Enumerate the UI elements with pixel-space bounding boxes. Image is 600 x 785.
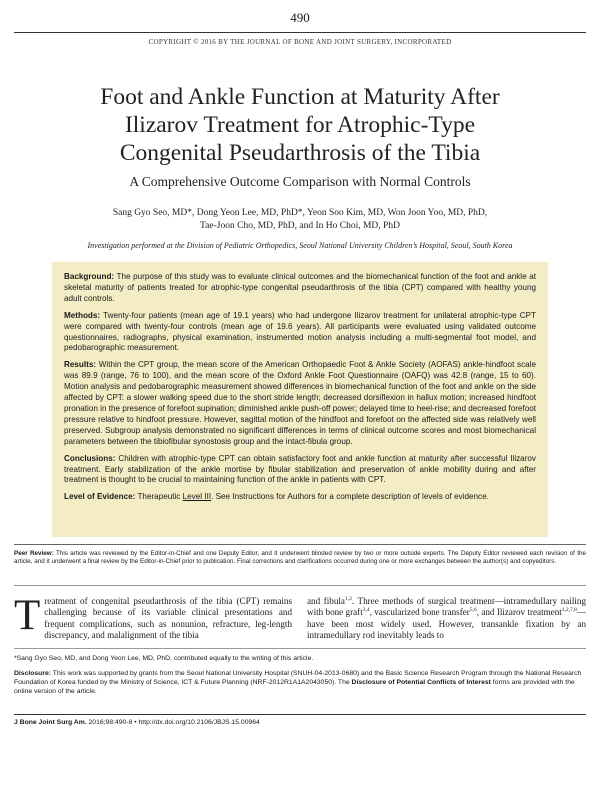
header-rule — [14, 32, 586, 33]
results-text: Within the CPT group, the mean score of the American Orthopaedic Foot & Ankle Society (AOFAS) ankle-hindfoot scale was 89.9 (range, 76 to 100), and the mean score of the Oxford Ankle Foot Questionnaire (OAFQ) was 42.8 (range, 15 to 60). Motion analysis and pedobarographic measurement showed differences in biomechanical function of the foot and ankle on the side affected by CPT: a slower walking speed due to the short stride length; decreased dorsiflexion in hallux motion; increased hindfoot pronation in the presence of forefoot supination; diminished ankle push-off power; delayed time to heel-rise; and decreased forefoot pressure relative to hindfoot pressure. However, sagittal motion of the hindfoot and forefoot on the affected side was relatively well preserved. Subgroup analysis demonstrated no significant differences in terms of clinical outcome scores and most biomechanical parameters between the tibiofibular synostosis group and the intact-fibula group. — [64, 360, 536, 446]
peer-review-heading: Peer Review: — [14, 550, 54, 557]
article-title — [40, 83, 560, 167]
journal-abbrev: J Bone Joint Surg Am. — [14, 719, 87, 726]
equal-contribution-note: *Sang Gyo Seo, MD, and Dong Yeon Lee, MD, PhD, contributed equally to the writing of this article. — [14, 655, 314, 662]
disclosure-text: This work was supported by grants from the Seoul National University Hospital (SNUH-04-2013-0680) and the Basic Science Research Program through the National Research Foundation of Korea funded by the Ministry of Science, ICT & Future Planning (NRF-2012R1A1A2043050). The — [14, 670, 582, 686]
results-heading: Results: — [64, 360, 97, 370]
body-column-right — [307, 596, 586, 641]
abstract-divider — [14, 544, 586, 545]
drop-cap: T — [14, 592, 41, 639]
loe-suffix: . See Instructions for Authors for a complete description of levels of evidence. — [211, 492, 489, 502]
body-right-text-d: , and Ilizarov treatment — [476, 607, 562, 618]
abstract-level-of-evidence — [64, 492, 536, 503]
body-right-text-b: . Three methods of surgical treatment—intramedullary nailing with bone graft — [307, 596, 586, 618]
abstract-methods — [64, 311, 536, 355]
body-column-left — [14, 592, 292, 641]
author-list — [80, 207, 520, 233]
abstract-background — [64, 272, 536, 305]
peer-review-text: This article was reviewed by the Editor-in-Chief and one Deputy Editor, and it underwent blinded review by two or more outside experts. The Deputy Editor reviewed each revision of the article, and it underwent a final review by the Editor-in-Chief prior to publication. Final corrections and clarifications occurred during one or more exchanges between the author(s) and copyeditors. — [14, 550, 586, 565]
loe-prefix: Therapeutic — [137, 492, 181, 502]
methods-text: Twenty-four patients (mean age of 19.1 years) who had undergone Ilizarov treatment for unilateral atrophic-type CPT were compared with twenty-four controls (mean age of 19.6 years). All participants were evaluated using validated outcome questionnaires, radiographs, physical examination, instrumented motion analysis including a multi-segmental foot model, and pedobarographic measurement. — [64, 310, 536, 353]
body-right-text-a: and fibula — [307, 596, 345, 606]
peer-review-divider — [14, 585, 586, 586]
body-right-text-e: —have been most widely used. However, transankle fixation by an intramedullary rod inevitably leads to — [307, 607, 586, 640]
authors-line-1: Sang Gyo Seo, MD*, Dong Yeon Lee, MD, PhD*, Yeon Soo Kim, MD, Won Joon Yoo, MD, PhD, — [112, 208, 488, 218]
footnote-divider — [14, 648, 586, 649]
background-text: The purpose of this study was to evaluate clinical outcomes and the biomechanical function of the foot and ankle at skeletal maturity of patients treated for atrophic-type congenital pseudarthrosis of the tibia (CPT) compared with healthy young adult controls. — [64, 272, 536, 303]
abstract-box — [52, 262, 548, 537]
citation-line — [14, 719, 586, 726]
title-line-2: Ilizarov Treatment for Atrophic-Type — [124, 112, 476, 138]
level-iii-link[interactable]: Level III — [182, 492, 212, 502]
coi-forms-label: Disclosure of Potential Conflicts of Interest — [351, 679, 491, 686]
authors-line-2: Tae-Joon Cho, MD, PhD, and In Ho Choi, MD, PhD — [200, 221, 400, 231]
abstract-conclusions — [64, 454, 536, 487]
methods-heading: Methods: — [64, 310, 101, 320]
reference-5-6[interactable]: 5,6 — [469, 607, 477, 614]
institution-note: Investigation performed at the Division of Pediatric Orthopedics, Seoul National University Children’s Hospital, Seoul, South Korea — [87, 241, 513, 250]
citation-divider — [14, 714, 586, 715]
abstract-results — [64, 360, 536, 447]
reference-1-2[interactable]: 1,2 — [344, 595, 352, 602]
peer-review-note — [14, 550, 586, 566]
title-line-1: Foot and Ankle Function at Maturity After — [100, 84, 500, 110]
conclusions-heading: Conclusions: — [64, 453, 116, 463]
citation-details[interactable]: 2016;98:490-8 • http://dx.doi.org/10.2106/JBJS.15.00964 — [88, 719, 260, 726]
background-heading: Background: — [64, 272, 115, 281]
disclosure-note — [14, 669, 586, 696]
title-line-3: Congenital Pseudarthrosis of the Tibia — [119, 140, 481, 166]
body-left-text: reatment of congenital pseudarthrosis of the tibia (CPT) remains challenging because of its variable clinical presentations and frequent complications, such as nonunion, refracture, leg-length discrepancy, and malalignment of the tibia — [44, 596, 292, 640]
article-subtitle: A Comprehensive Outcome Comparison with Normal Controls — [129, 174, 471, 189]
reference-3-4[interactable]: 3,4 — [362, 607, 370, 614]
conclusions-text: Children with atrophic-type CPT can obtain satisfactory foot and ankle function at maturity after successful Ilizarov treatment. Early stabilization of the ankle mortise by fibular stabilization and preservation of ankle mobility during and after treatment is thought to be crucial to maintaining function of the ankle in patients with CPT. — [64, 453, 536, 485]
reference-1-2-7-8[interactable]: 1,2,7,8 — [561, 607, 577, 614]
page-number: 490 — [290, 10, 310, 25]
copyright-line: COPYRIGHT © 2016 BY THE JOURNAL OF BONE AND JOINT SURGERY, INCORPORATED — [148, 38, 452, 46]
coi-forms-text: forms are provided with the online version of the article. — [14, 679, 575, 695]
loe-heading: Level of Evidence: — [64, 492, 136, 502]
disclosure-heading: Disclosure: — [14, 670, 52, 677]
body-right-text-c: , vascularized bone transfer — [369, 607, 470, 618]
